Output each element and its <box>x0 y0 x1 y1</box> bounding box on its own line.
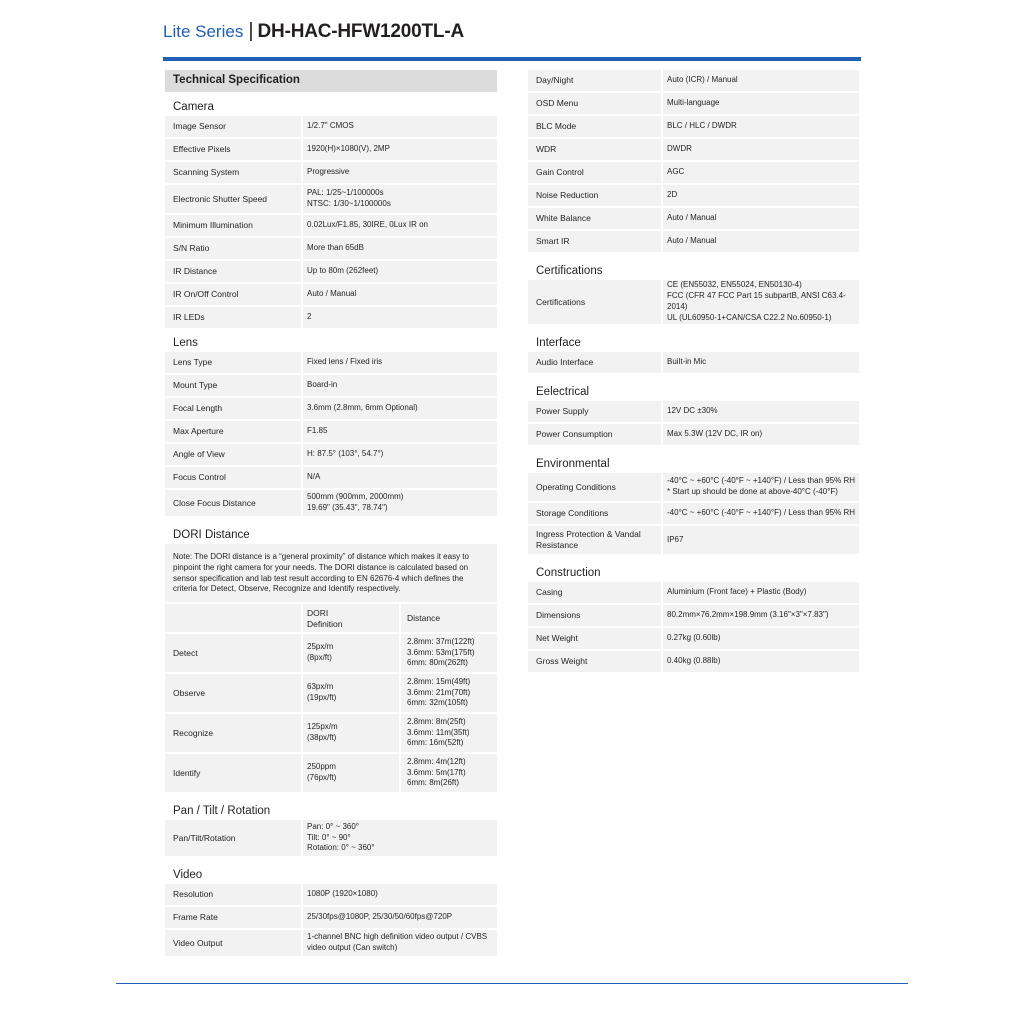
spec-key: Mount Type <box>165 375 301 396</box>
spec-key: Focal Length <box>165 398 301 419</box>
spec-row <box>165 820 497 856</box>
spec-key: Power Consumption <box>528 424 661 445</box>
spec-key: IR Distance <box>165 261 301 282</box>
model-number: DH-HAC-HFW1200TL-A <box>257 21 464 42</box>
document-header <box>163 20 464 54</box>
spec-row <box>528 582 859 603</box>
spec-row <box>528 401 859 422</box>
spec-key: Lens Type <box>165 352 301 373</box>
dori-name: Detect <box>165 634 301 672</box>
spec-row <box>528 185 859 206</box>
spec-row <box>165 185 497 213</box>
spec-row <box>165 307 497 328</box>
spec-row <box>528 231 859 252</box>
spec-key: Effective Pixels <box>165 139 301 160</box>
section-pantilt-heading: Pan / Tilt / Rotation <box>173 805 271 817</box>
spec-value: Auto / Manual <box>663 208 859 229</box>
spec-row <box>165 284 497 305</box>
spec-key: WDR <box>528 139 661 160</box>
section-certifications-heading: Certifications <box>536 265 603 277</box>
spec-key: Pan/Tilt/Rotation <box>165 820 301 856</box>
spec-value: Progressive <box>303 162 497 183</box>
spec-key: Image Sensor <box>165 116 301 137</box>
spec-value: 12V DC ±30% <box>663 401 859 422</box>
dori-distance: 2.8mm: 8m(25ft) 3.6mm: 11m(35ft) 6mm: 16m(52ft) <box>401 714 497 752</box>
spec-row <box>165 238 497 259</box>
spec-key: Net Weight <box>528 628 661 649</box>
spec-value: 80.2mm×76.2mm×198.9mm (3.16"×3"×7.83") <box>663 605 859 626</box>
spec-key: Smart IR <box>528 231 661 252</box>
dori-definition: 250ppm (76px/ft) <box>303 754 399 792</box>
spec-key: IR LEDs <box>165 307 301 328</box>
spec-key: White Balance <box>528 208 661 229</box>
spec-row <box>528 352 859 373</box>
spec-value: PAL: 1/25~1/100000s NTSC: 1/30~1/100000s <box>303 185 497 213</box>
spec-key: Dimensions <box>528 605 661 626</box>
spec-row <box>165 930 497 956</box>
spec-value: Max 5.3W (12V DC, IR on) <box>663 424 859 445</box>
dori-name: Identify <box>165 754 301 792</box>
spec-value: F1.85 <box>303 421 497 442</box>
spec-row <box>528 208 859 229</box>
spec-value: Fixed lens / Fixed iris <box>303 352 497 373</box>
spec-key: S/N Ratio <box>165 238 301 259</box>
spec-value: AGC <box>663 162 859 183</box>
dori-row <box>165 634 497 672</box>
spec-row <box>528 605 859 626</box>
spec-key: Resolution <box>165 884 301 905</box>
spec-row <box>528 116 859 137</box>
spec-key: Storage Conditions <box>528 503 661 524</box>
spec-value: Up to 80m (262feet) <box>303 261 497 282</box>
section-interface-heading: Interface <box>536 337 581 349</box>
spec-row <box>165 215 497 236</box>
spec-row <box>165 490 497 516</box>
spec-key: Focus Control <box>165 467 301 488</box>
spec-value: Auto (ICR) / Manual <box>663 70 859 91</box>
spec-key: Operating Conditions <box>528 473 661 501</box>
spec-row <box>528 139 859 160</box>
spec-value: 1-channel BNC high definition video output / CVBS video output (Can switch) <box>303 930 497 956</box>
spec-key: Gross Weight <box>528 651 661 672</box>
spec-key: Casing <box>528 582 661 603</box>
spec-value: H: 87.5° (103°, 54.7°) <box>303 444 497 465</box>
dori-distance: 2.8mm: 15m(49ft) 3.6mm: 21m(70ft) 6mm: 32m(105ft) <box>401 674 497 712</box>
spec-key: Day/Night <box>528 70 661 91</box>
spec-row <box>528 526 859 554</box>
spec-value: Built-in Mic <box>663 352 859 373</box>
dori-header-blank <box>165 604 301 632</box>
spec-value: IP67 <box>663 526 859 554</box>
header-rule <box>163 57 861 61</box>
spec-value: CE (EN55032, EN55024, EN50130-4) FCC (CFR 47 FCC Part 15 subpartB, ANSI C63.4-2014) UL (UL60950-1+CAN/CSA C22.2 No.60950-1) <box>663 280 859 324</box>
spec-value: 2D <box>663 185 859 206</box>
section-construction-heading: Construction <box>536 567 601 579</box>
spec-row <box>528 473 859 501</box>
spec-value: Auto / Manual <box>303 284 497 305</box>
dori-row <box>165 674 497 712</box>
spec-key: Certifications <box>528 280 661 324</box>
dori-header-definition: DORI Definition <box>303 604 399 632</box>
dori-row <box>165 754 497 792</box>
spec-key: Ingress Protection & Vandal Resistance <box>528 526 661 554</box>
spec-row <box>165 444 497 465</box>
section-video-heading: Video <box>173 869 203 881</box>
spec-value: Pan: 0° ~ 360° Tilt: 0° ~ 90° Rotation: 0° ~ 360° <box>303 820 497 856</box>
spec-row <box>165 884 497 905</box>
spec-value: 0.02Lux/F1.85, 30IRE, 0Lux IR on <box>303 215 497 236</box>
spec-key: Frame Rate <box>165 907 301 928</box>
footer-rule <box>116 983 908 984</box>
spec-key: Electronic Shutter Speed <box>165 185 301 213</box>
spec-value: -40°C ~ +60°C (-40°F ~ +140°F) / Less than 95% RH * Start up should be done at above-40°C (-40°F) <box>663 473 859 501</box>
spec-value: 3.6mm (2.8mm, 6mm Optional) <box>303 398 497 419</box>
dori-row <box>165 714 497 752</box>
spec-value: 1080P (1920×1080) <box>303 884 497 905</box>
spec-value: 1/2.7" CMOS <box>303 116 497 137</box>
section-camera-heading: Camera <box>173 101 214 113</box>
dori-name: Observe <box>165 674 301 712</box>
spec-key: Close Focus Distance <box>165 490 301 516</box>
spec-value: 500mm (900mm, 2000mm) 19.69" (35.43", 78.74") <box>303 490 497 516</box>
spec-key: Scanning System <box>165 162 301 183</box>
spec-key: Noise Reduction <box>528 185 661 206</box>
spec-column-left <box>165 70 497 958</box>
spec-key: Angle of View <box>165 444 301 465</box>
spec-key: Power Supply <box>528 401 661 422</box>
spec-row <box>165 261 497 282</box>
spec-row <box>165 352 497 373</box>
spec-value: 25/30fps@1080P, 25/30/50/60fps@720P <box>303 907 497 928</box>
dori-distance: 2.8mm: 37m(122ft) 3.6mm: 53m(175ft) 6mm: 80m(262ft) <box>401 634 497 672</box>
section-environmental-heading: Environmental <box>536 458 610 470</box>
spec-value: 1920(H)×1080(V), 2MP <box>303 139 497 160</box>
spec-row <box>165 139 497 160</box>
spec-value: 0.40kg (0.88lb) <box>663 651 859 672</box>
spec-row <box>165 907 497 928</box>
spec-row <box>165 421 497 442</box>
spec-row <box>165 375 497 396</box>
spec-row <box>528 70 859 91</box>
series-name: Lite Series <box>163 22 244 41</box>
spec-value: Aluminium (Front face) + Plastic (Body) <box>663 582 859 603</box>
spec-row <box>528 162 859 183</box>
spec-value: -40°C ~ +60°C (-40°F ~ +140°F) / Less than 95% RH <box>663 503 859 524</box>
spec-key: Minimum Illumination <box>165 215 301 236</box>
spec-key: IR On/Off Control <box>165 284 301 305</box>
spec-row <box>165 398 497 419</box>
dori-definition: 25px/m (8px/ft) <box>303 634 399 672</box>
spec-value: 0.27kg (0.60lb) <box>663 628 859 649</box>
spec-row <box>528 628 859 649</box>
dori-header-distance: Distance <box>401 604 497 632</box>
spec-key: Audio Interface <box>528 352 661 373</box>
spec-title: Technical Specification <box>165 70 497 92</box>
spec-column-right <box>528 70 859 674</box>
section-dori-heading: DORI Distance <box>173 529 250 541</box>
title-separator: | <box>248 20 254 42</box>
dori-note: Note: The DORI distance is a “general proximity” of distance which makes it easy to pinpoint the right camera for your needs. The DORI distance is calculated based on sensor specification and lab test result according to EN 62676-4 which defines the criteria for Detect, Observe, Recognize and Identify respectively. <box>165 544 497 602</box>
spec-value: Auto / Manual <box>663 231 859 252</box>
dori-distance: 2.8mm: 4m(12ft) 3.6mm: 5m(17ft) 6mm: 8m(26ft) <box>401 754 497 792</box>
spec-key: Max Aperture <box>165 421 301 442</box>
spec-row <box>528 503 859 524</box>
spec-key: OSD Menu <box>528 93 661 114</box>
spec-key: BLC Mode <box>528 116 661 137</box>
spec-value: N/A <box>303 467 497 488</box>
spec-row <box>165 467 497 488</box>
dori-table-header <box>165 604 497 632</box>
dori-name: Recognize <box>165 714 301 752</box>
spec-row <box>528 424 859 445</box>
section-electrical-heading: Eelectrical <box>536 386 590 398</box>
spec-row <box>528 280 859 324</box>
spec-value: DWDR <box>663 139 859 160</box>
spec-key: Gain Control <box>528 162 661 183</box>
spec-value: Multi-language <box>663 93 859 114</box>
dori-definition: 63px/m (19px/ft) <box>303 674 399 712</box>
spec-row <box>528 651 859 672</box>
dori-definition: 125px/m (38px/ft) <box>303 714 399 752</box>
spec-row <box>528 93 859 114</box>
spec-value: Board-in <box>303 375 497 396</box>
section-lens-heading: Lens <box>173 337 198 349</box>
spec-value: More than 65dB <box>303 238 497 259</box>
spec-row <box>165 116 497 137</box>
spec-value: BLC / HLC / DWDR <box>663 116 859 137</box>
spec-row <box>165 162 497 183</box>
spec-value: 2 <box>303 307 497 328</box>
spec-key: Video Output <box>165 930 301 956</box>
